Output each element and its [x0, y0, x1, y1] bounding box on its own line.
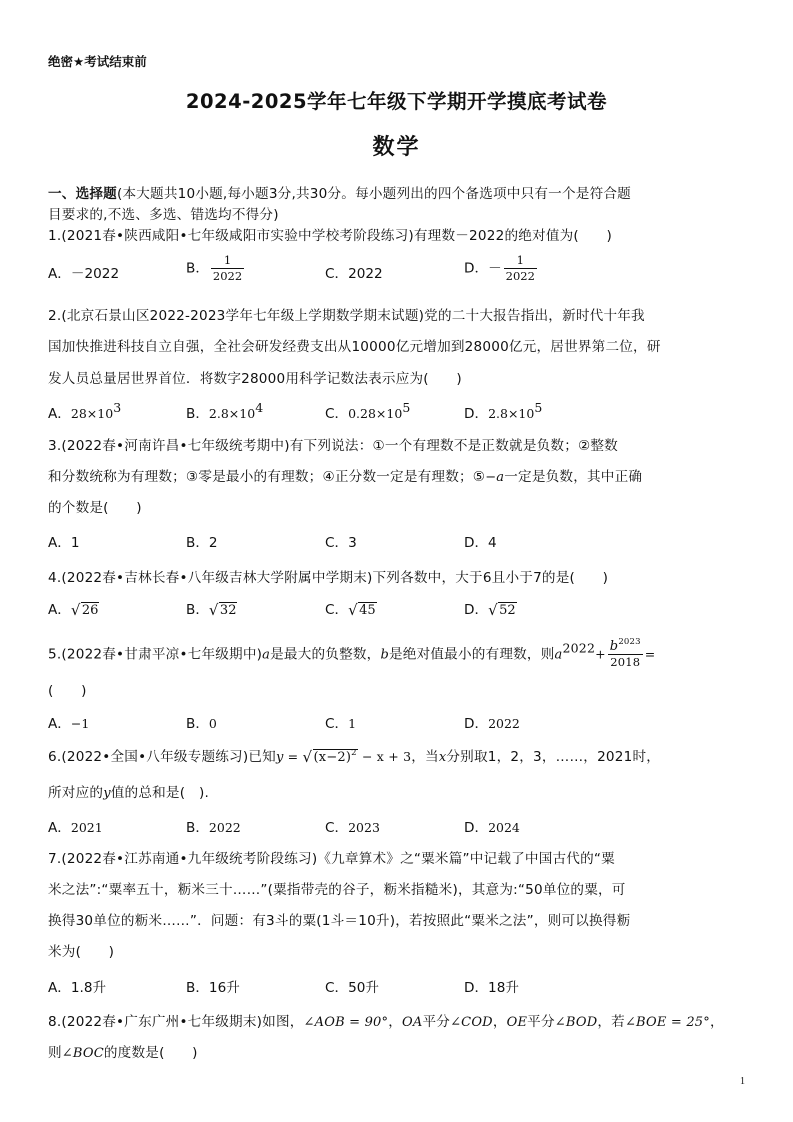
question-5-stem: 5.(2022春•甘肃平凉•七年级期中)a是最大的负整数，b是绝对值最小的有理数，则$a^{2022}+$ $\frac{b^{2023}}{2018}$ =	[48, 637, 656, 669]
subject-title: 数学	[372, 135, 421, 160]
question-7-line-1: 7.(2022春•江苏南通•九年级统考阶段练习)《九章算术》之“粟米篇”中记载了中国古代的“粟	[48, 851, 615, 867]
question-5-option-c: C．1	[325, 716, 357, 732]
question-3-line-1: 3.(2022春•河南许昌•七年级统考期中)有下列说法：①一个有理数不是正数就是负数；②整数	[48, 438, 618, 454]
question-7-option-c: C．50升	[325, 980, 379, 996]
question-2-option-a: A．$28\times 10^3$	[48, 400, 122, 422]
question-7-option-a: A．1.8升	[48, 980, 107, 996]
confidential-label: 绝密★考试结束前	[48, 54, 147, 69]
section-heading: 一、选择题	[48, 186, 117, 202]
question-1-option-a: A．－2022	[48, 266, 120, 282]
question-5-paren: ( )	[48, 683, 87, 699]
question-1-option-b: B． $\frac{1}{2022}$	[186, 253, 243, 283]
question-5-option-a: A．−1	[48, 716, 90, 732]
question-7-line-4: 米为( )	[48, 944, 115, 960]
question-6-option-b: B．2022	[186, 820, 241, 836]
question-4-stem: 4.(2022春•吉林长春•八年级吉林大学附属中学期末)下列各数中，大于6且小于7的是( )	[48, 570, 609, 586]
question-5-option-d: D．2022	[464, 716, 520, 732]
question-2-option-b: B．$2.8\times 10^4$	[186, 400, 264, 422]
question-5-option-b: B．0	[186, 716, 217, 732]
question-2-option-d: D．$2.8\times 10^5$	[464, 400, 543, 422]
question-8-line-2: 则∠BOC的度数是( )	[48, 1045, 198, 1061]
page-number: 1	[740, 1076, 745, 1087]
question-2-line-1: 2.(北京石景山区2022-2023学年七年级上学期数学期末试题)党的二十大报告指出，新时代十年我	[48, 308, 645, 324]
section-intro-line-1: 一、选择题(本大题共10小题,每小题3分,共30分。每小题列出的四个备选项中只有一个是符合题	[48, 186, 631, 202]
question-7-line-2: 米之法”:“粟率五十，粝米三十……”(粟指带壳的谷子，粝米指糙米)，其意为:“50单位的粟，可	[48, 882, 626, 898]
question-6-option-a: A．2021	[48, 820, 103, 836]
question-3-option-c: C．3	[325, 535, 357, 551]
question-3-option-d: D．4	[464, 535, 497, 551]
question-3-option-a: A．1	[48, 535, 80, 551]
exam-title: 2024-2025学年七年级下学期开学摸底考试卷	[185, 90, 608, 113]
question-2-option-c: C．$0.28\times 10^5$	[325, 400, 411, 422]
question-4-option-a: A． √ 26	[48, 601, 99, 619]
question-3-option-b: B．2	[186, 535, 218, 551]
question-1-option-d: D．－ $\frac{1}{2022}$	[464, 253, 535, 283]
question-8-stem: 8.(2022春•广东广州•七年级期末)如图，∠AOB = 90°，OA平分∠COD，OE平分∠BOD，若∠BOE = 25°，	[48, 1014, 724, 1030]
question-7-option-b: B．16升	[186, 980, 240, 996]
question-4-option-c: C． √ 45	[325, 601, 376, 619]
question-6-option-c: C．2023	[325, 820, 380, 836]
question-3-line-2: 和分数统称为有理数；③零是最小的有理数；④正分数一定是有理数；⑤−a一定是负数，其中正确	[48, 469, 643, 485]
question-4-option-b: B． √ 32	[186, 601, 237, 619]
question-1-stem: 1.(2021春•陕西咸阳•七年级咸阳市实验中学校考阶段练习)有理数－2022的绝对值为( )	[48, 228, 613, 244]
question-7-option-d: D．18升	[464, 980, 519, 996]
section-intro-line-2: 目要求的,不选、多选、错选均不得分)	[48, 207, 279, 223]
question-2-line-2: 国加快推进科技自立自强，全社会研发经费支出从10000亿元增加到28000亿元，居世界第二位，研	[48, 339, 661, 355]
question-6-line-2: 所对应的y值的总和是( ).	[48, 785, 210, 801]
question-6-stem: 6.(2022•全国•八年级专题练习)已知y = √ $(x-2)^2 - x + 3$，当x分别取1，2，3，……，2021时，	[48, 748, 661, 766]
question-7-line-3: 换得30单位的粝米……”．问题：有3斗的粟(1斗＝10升)，若按照此“粟米之法”，则可以换得粝	[48, 913, 631, 929]
question-6-option-d: D．2024	[464, 820, 520, 836]
question-1-option-c: C．2022	[325, 266, 383, 282]
question-2-line-3: 发人员总量居世界首位．将数字28000用科学记数法表示应为( )	[48, 371, 462, 387]
question-3-line-3: 的个数是( )	[48, 500, 142, 516]
question-4-option-d: D． √ 52	[464, 601, 516, 619]
